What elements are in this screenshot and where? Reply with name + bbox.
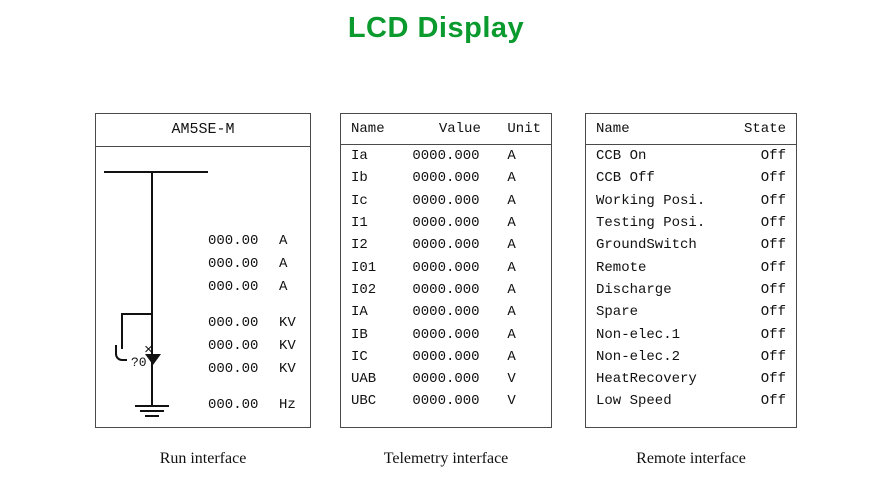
measurement-unit: Hz (279, 396, 296, 413)
remote-interface-caption: Remote interface (636, 450, 746, 467)
cell-state: Off (760, 304, 786, 321)
cell-name: I2 (351, 237, 368, 254)
cell-unit: A (507, 237, 516, 254)
cell-unit: A (507, 281, 516, 298)
cell-unit: V (507, 371, 516, 388)
cell-name: HeatRecovery (596, 371, 697, 388)
cell-name: Discharge (596, 281, 672, 298)
measurement-unit: KV (279, 314, 296, 331)
cell-value: 0000.000 (412, 215, 480, 232)
table-row (341, 390, 551, 412)
column-header-unit: Unit (507, 121, 541, 137)
measurement-unit: A (279, 232, 288, 249)
measurement-value: 000.00 (208, 232, 259, 249)
table-row (341, 234, 551, 256)
cell-name: UBC (351, 393, 377, 410)
cell-value: 0000.000 (412, 371, 480, 388)
table-row (341, 323, 551, 345)
table-row (586, 145, 796, 167)
cell-unit: A (507, 215, 516, 232)
run-panel-body (96, 147, 310, 427)
spacer (208, 380, 309, 393)
cell-name: CCB On (596, 148, 647, 165)
measurement-value: 000.00 (208, 396, 259, 413)
cell-state: Off (760, 170, 786, 187)
measurement-unit: A (279, 278, 288, 295)
cell-unit: A (507, 348, 516, 365)
ground-icon-bar-1 (135, 405, 169, 407)
cell-name: I1 (351, 215, 368, 232)
measurement-unit: KV (279, 337, 296, 354)
table-row (341, 190, 551, 212)
cell-unit: A (507, 192, 516, 209)
column-header-name: Name (596, 121, 630, 137)
busbar-line (104, 171, 208, 173)
table-row (586, 256, 796, 278)
measurement-unit: KV (279, 360, 296, 377)
run-interface-panel (95, 113, 311, 428)
table-row (341, 346, 551, 368)
table-row (586, 390, 796, 412)
run-interface-caption: Run interface (159, 450, 247, 467)
disconnector-icon (115, 345, 127, 361)
measurement-value: 000.00 (208, 314, 259, 331)
branch-horizontal-line (121, 313, 153, 315)
table-row (586, 167, 796, 189)
device-label: ?0 (131, 355, 147, 370)
measurement-row (208, 357, 309, 380)
table-row (341, 301, 551, 323)
cell-name: IA (351, 304, 368, 321)
cell-name: Testing Posi. (596, 215, 706, 232)
cell-unit: A (507, 148, 516, 165)
run-measurement-list (208, 229, 309, 416)
table-row (586, 323, 796, 345)
ground-icon-bar-3 (145, 415, 159, 417)
cell-name: Ib (351, 170, 368, 187)
cell-name: CCB Off (596, 170, 655, 187)
table-row (341, 368, 551, 390)
remote-table-header (586, 114, 796, 145)
cell-value: 0000.000 (412, 259, 480, 276)
arrow-icon (145, 354, 161, 365)
measurement-value: 000.00 (208, 278, 259, 295)
cell-state: Off (760, 148, 786, 165)
cell-value: 0000.000 (412, 237, 480, 254)
cell-state: Off (760, 371, 786, 388)
cell-state: Off (760, 237, 786, 254)
column-header-name: Name (351, 121, 385, 137)
cell-value: 0000.000 (412, 326, 480, 343)
cell-name: Spare (596, 304, 639, 321)
table-row (341, 212, 551, 234)
table-row (341, 145, 551, 167)
page-title: LCD Display (347, 12, 525, 44)
table-row (586, 234, 796, 256)
measurement-row (208, 229, 309, 252)
measurement-row (208, 311, 309, 334)
branch-vertical-line (121, 313, 123, 349)
cell-unit: A (507, 170, 516, 187)
cell-name: GroundSwitch (596, 237, 697, 254)
measurement-value: 000.00 (208, 255, 259, 272)
cell-name: Remote (596, 259, 647, 276)
feeder-line (151, 171, 153, 405)
measurement-row (208, 393, 309, 416)
remote-interface-panel (585, 113, 797, 428)
cell-name: Low Speed (596, 393, 672, 410)
table-row (341, 256, 551, 278)
column-header-value: Value (438, 121, 481, 137)
cell-state: Off (760, 326, 786, 343)
cell-state: Off (760, 393, 786, 410)
cell-name: Ia (351, 148, 368, 165)
cell-value: 0000.000 (412, 304, 480, 321)
measurement-row (208, 252, 309, 275)
cell-unit: A (507, 304, 516, 321)
table-row (586, 190, 796, 212)
cell-state: Off (760, 281, 786, 298)
cell-name: IC (351, 348, 368, 365)
cell-value: 0000.000 (412, 348, 480, 365)
measurement-row (208, 334, 309, 357)
table-row (586, 212, 796, 234)
telemetry-interface-panel (340, 113, 552, 428)
cell-name: Non-elec.2 (596, 348, 681, 365)
measurement-row (208, 275, 309, 298)
cell-value: 0000.000 (412, 148, 480, 165)
spacer (208, 298, 309, 311)
table-row (341, 279, 551, 301)
measurement-value: 000.00 (208, 360, 259, 377)
measurement-value: 000.00 (208, 337, 259, 354)
table-row (586, 346, 796, 368)
cell-state: Off (760, 192, 786, 209)
run-panel-header: AM5SE-M (96, 114, 310, 147)
cell-value: 0000.000 (412, 192, 480, 209)
cell-name: I01 (351, 259, 377, 276)
table-row (341, 167, 551, 189)
telemetry-table-header (341, 114, 551, 145)
table-row (586, 279, 796, 301)
cell-value: 0000.000 (412, 170, 480, 187)
breaker-cross-icon: × (144, 342, 154, 359)
cell-state: Off (760, 348, 786, 365)
cell-name: UAB (351, 371, 377, 388)
ground-icon-bar-2 (140, 410, 164, 412)
column-header-state: State (743, 121, 786, 137)
cell-value: 0000.000 (412, 281, 480, 298)
cell-name: I02 (351, 281, 377, 298)
cell-unit: A (507, 326, 516, 343)
telemetry-interface-caption: Telemetry interface (383, 450, 509, 467)
cell-state: Off (760, 215, 786, 232)
cell-name: IB (351, 326, 368, 343)
cell-unit: V (507, 393, 516, 410)
cell-name: Working Posi. (596, 192, 706, 209)
cell-value: 0000.000 (412, 393, 480, 410)
cell-state: Off (760, 259, 786, 276)
table-row (586, 301, 796, 323)
cell-name: Ic (351, 192, 368, 209)
measurement-unit: A (279, 255, 288, 272)
cell-unit: A (507, 259, 516, 276)
table-row (586, 368, 796, 390)
cell-name: Non-elec.1 (596, 326, 681, 343)
